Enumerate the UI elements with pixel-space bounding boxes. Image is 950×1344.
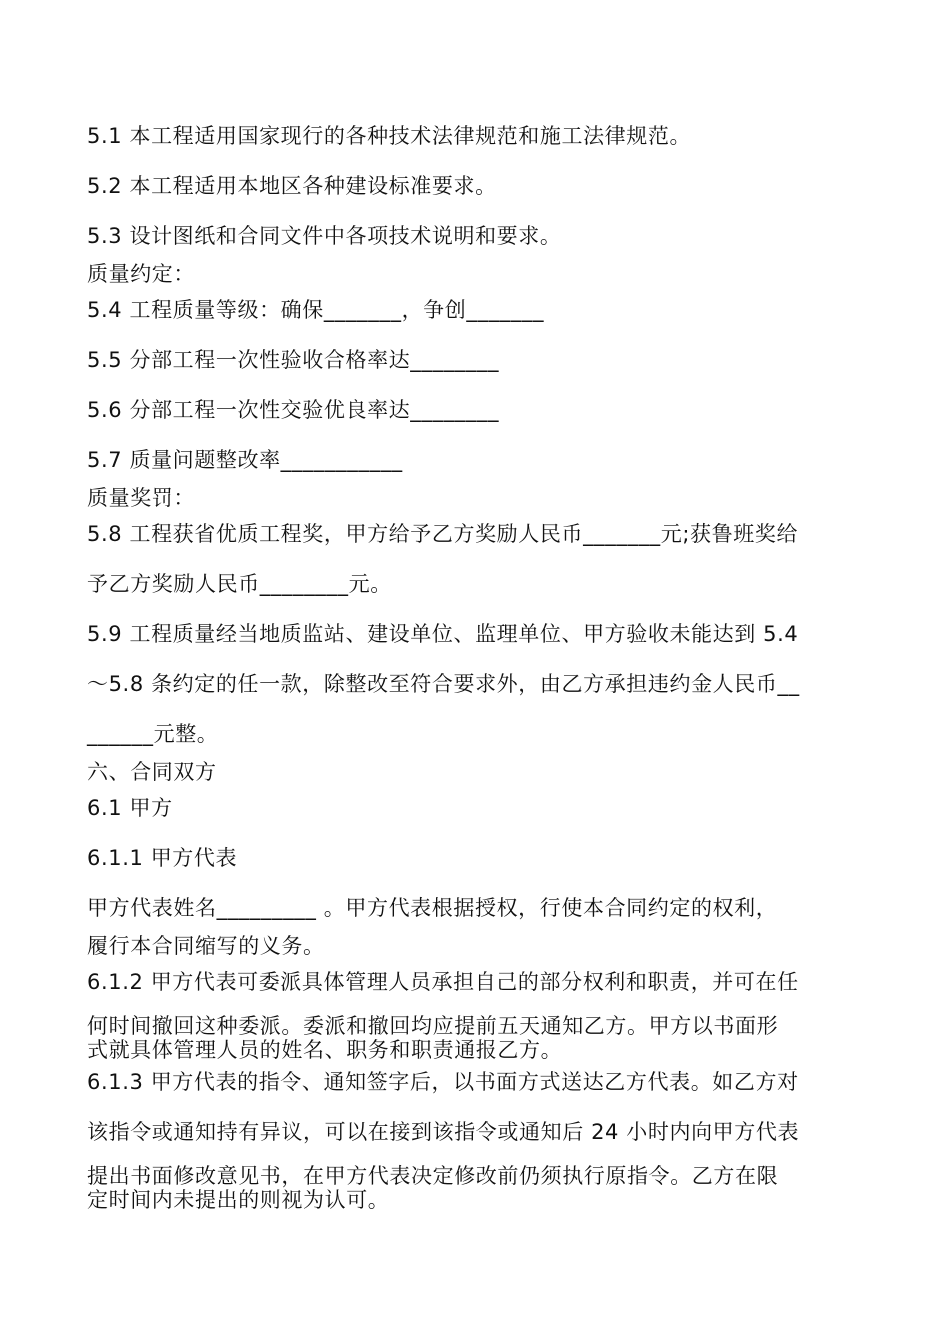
clause-5-4: 5.4 工程质量等级：确保_______，争创_______: [87, 298, 545, 322]
clause-5-5: 5.5 分部工程一次性验收合格率达________: [87, 348, 500, 372]
clause-5-9-line-3: ______元整。: [87, 722, 219, 746]
party-a-rep-line-1: 甲方代表姓名_________ 。甲方代表根据授权，行使本合同约定的权利，: [87, 896, 778, 920]
clause-6-1-3-line-2: 该指令或通知持有异议，可以在接到该指令或通知后 24 小时内向甲方代表: [87, 1120, 800, 1144]
section-6-heading: 六、合同双方: [87, 760, 217, 784]
clause-5-8-line-2: 予乙方奖励人民币________元。: [87, 572, 392, 596]
clause-5-7: 5.7 质量问题整改率___________: [87, 448, 403, 472]
clause-5-9-line-1: 5.9 工程质量经当地质监站、建设单位、监理单位、甲方验收未能达到 5.4: [87, 622, 799, 646]
clause-6-1-3-line-3: 提出书面修改意见书，在甲方代表决定修改前仍须执行原指令。乙方在限: [87, 1164, 779, 1188]
clause-6-1-3-line-4: 定时间内未提出的则视为认可。: [87, 1188, 390, 1212]
heading-quality-reward-penalty: 质量奖罚：: [87, 486, 195, 510]
clause-5-6: 5.6 分部工程一次性交验优良率达________: [87, 398, 500, 422]
clause-6-1: 6.1 甲方: [87, 796, 173, 820]
clause-6-1-3-line-1: 6.1.3 甲方代表的指令、通知签字后，以书面方式送达乙方代表。如乙方对: [87, 1070, 799, 1094]
clause-6-1-1: 6.1.1 甲方代表: [87, 846, 238, 870]
clause-5-2: 5.2 本工程适用本地区各种建设标准要求。: [87, 174, 497, 198]
clause-5-3: 5.3 设计图纸和合同文件中各项技术说明和要求。: [87, 224, 562, 248]
clause-5-8-line-1: 5.8 工程获省优质工程奖，甲方给予乙方奖励人民币_______元;获鲁班奖给: [87, 522, 799, 546]
clause-6-1-2-line-3: 式就具体管理人员的姓名、职务和职责通报乙方。: [87, 1038, 563, 1062]
clause-5-9-line-2: ～5.8 条约定的任一款，除整改至符合要求外，由乙方承担违约金人民币__: [87, 672, 800, 696]
clause-6-1-2-line-2: 何时间撤回这种委派。委派和撤回均应提前五天通知乙方。甲方以书面形: [87, 1014, 779, 1038]
clause-5-1: 5.1 本工程适用国家现行的各种技术法律规范和施工法律规范。: [87, 124, 692, 148]
party-a-rep-line-2: 履行本合同缩写的义务。: [87, 934, 325, 958]
heading-quality-agreement: 质量约定：: [87, 262, 195, 286]
clause-6-1-2-line-1: 6.1.2 甲方代表可委派具体管理人员承担自己的部分权利和职责，并可在任: [87, 970, 799, 994]
